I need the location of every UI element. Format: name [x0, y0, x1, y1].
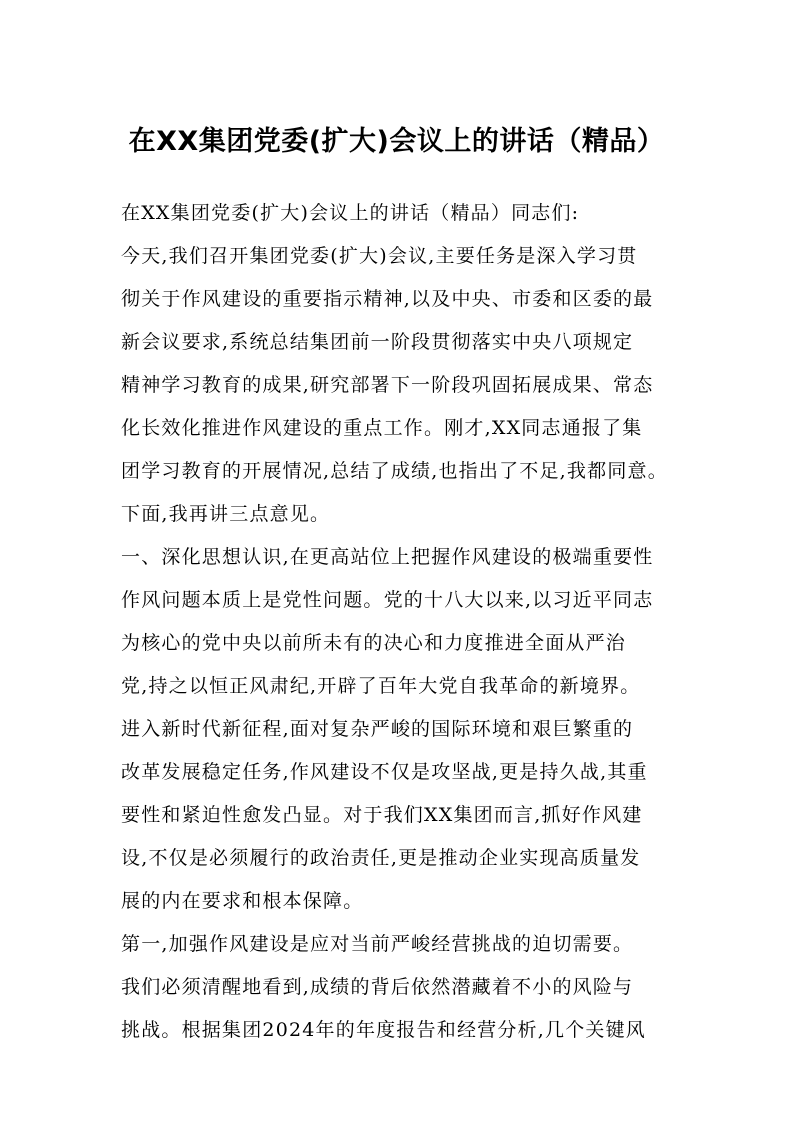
text-line: 为核心的党中央以前所未有的决心和力度推进全面从严治 [121, 632, 627, 654]
text-line: 展的内在要求和根本保障。 [121, 890, 364, 912]
subsection-heading: 第一,加强作风建设是应对当前严峻经营挑战的迫切需要。 [121, 933, 634, 955]
text-line: 团学习教育的开展情况,总结了成绩,也指出了不足,我都同意。 [121, 460, 668, 482]
text-line: 在XX集团党委(扩大)会议上的讲话（精品）同志们: [121, 202, 580, 224]
text-line: 党,持之以恒正风肃纪,开辟了百年大党自我革命的新境界。 [121, 675, 641, 697]
text-line: 彻关于作风建设的重要指示精神,以及中央、市委和区委的最 [121, 288, 654, 310]
text-line: 挑战。根据集团2024年的年度报告和经营分析,几个关键风 [121, 1019, 646, 1041]
text-line: 要性和紧迫性愈发凸显。对于我们XX集团而言,抓好作风建 [121, 804, 643, 826]
text-line: 新会议要求,系统总结集团前一阶段贯彻落实中央八项规定 [121, 331, 634, 353]
text-line: 下面,我再讲三点意见。 [121, 503, 331, 525]
text-line: 作风问题本质上是党性问题。党的十八大以来,以习近平同志 [121, 589, 654, 611]
text-line: 改革发展稳定任务,作风建设不仅是攻坚战,更是持久战,其重 [121, 761, 648, 783]
section-heading: 一、深化思想认识,在更高站位上把握作风建设的极端重要性 [121, 546, 654, 568]
document-body [121, 192, 681, 1052]
text-line: 化长效化推进作风建设的重点工作。刚才,XX同志通报了集 [121, 417, 643, 439]
document-title: 在XX集团党委(扩大)会议上的讲话（精品） [128, 126, 665, 157]
text-line: 进入新时代新征程,面对复杂严峻的国际环境和艰巨繁重的 [121, 718, 634, 740]
text-line: 精神学习教育的成果,研究部署下一阶段巩固拓展成果、常态 [121, 374, 654, 396]
text-line: 今天,我们召开集团党委(扩大)会议,主要任务是深入学习贯 [121, 245, 638, 267]
text-line: 我们必须清醒地看到,成绩的背后依然潜藏着不小的风险与 [121, 976, 634, 998]
text-line: 设,不仅是必须履行的政治责任,更是推动企业实现高质量发 [121, 847, 641, 869]
